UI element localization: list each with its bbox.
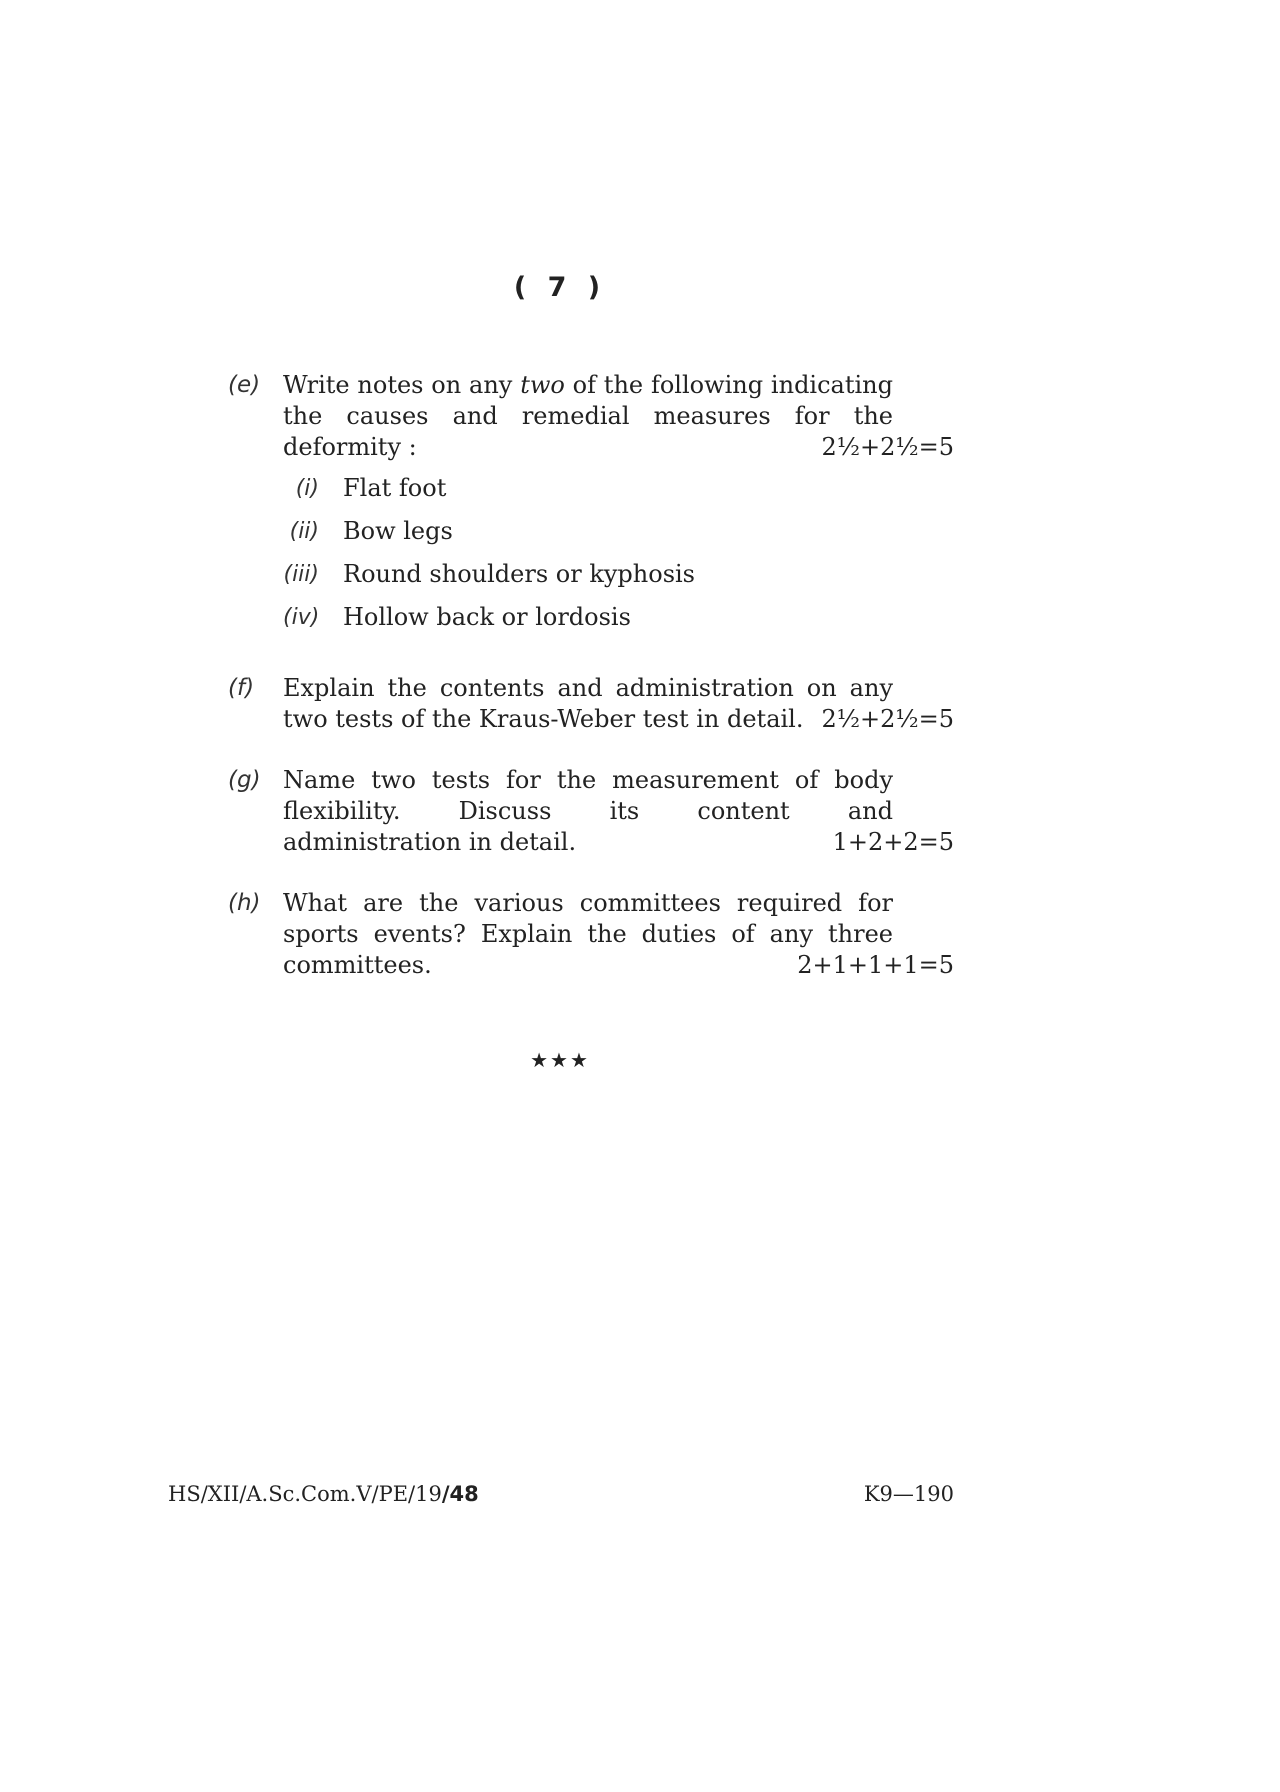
question-label: (h) xyxy=(228,890,261,916)
footer-code-prefix: HS/XII/A.Sc.Com.V/PE/19 xyxy=(168,1482,442,1506)
subitem-text: Bow legs xyxy=(343,517,453,545)
footer-code-suffix: /48 xyxy=(441,1482,479,1506)
subitem-text: Hollow back or lordosis xyxy=(343,603,631,631)
subitem-text: Round shoulders or kyphosis xyxy=(343,560,695,588)
question-list xyxy=(228,370,954,1009)
question-text-end: two tests of the Kraus-Weber test in detail. xyxy=(283,705,804,733)
question-label: (e) xyxy=(228,372,261,398)
question-e xyxy=(228,370,954,633)
footer-print-code: K9—190 xyxy=(863,1482,954,1506)
end-marker: ★★★ xyxy=(530,1048,590,1072)
question-last-line xyxy=(283,950,954,981)
footer-paper-code xyxy=(168,1482,479,1506)
question-text-end: administration in detail. xyxy=(283,828,577,856)
question-label: (f) xyxy=(228,675,255,701)
subitem-label: (ii) xyxy=(289,519,319,544)
marks: 2½+2½=5 xyxy=(821,433,954,461)
subitem-label: (iii) xyxy=(283,562,319,587)
question-f xyxy=(228,673,954,735)
question-text xyxy=(283,370,893,432)
emphasis-word: two xyxy=(520,371,565,399)
question-h xyxy=(228,888,954,981)
question-text-end: deformity : xyxy=(283,433,417,461)
question-last-line xyxy=(283,827,954,858)
question-g xyxy=(228,765,954,858)
subitem-list xyxy=(283,473,954,633)
subitem-text: Flat foot xyxy=(343,474,447,502)
marks: 2½+2½=5 xyxy=(821,705,954,733)
question-text: Name two tests for the measurement of body flexibility. Discuss its content and xyxy=(283,766,893,825)
marks: 2+1+1+1=5 xyxy=(797,951,954,979)
question-last-line xyxy=(283,704,954,735)
subitem-label: (iv) xyxy=(283,605,320,630)
subitem xyxy=(283,602,954,633)
subitem-label: (i) xyxy=(295,476,319,501)
question-text-end: committees. xyxy=(283,951,432,979)
marks: 1+2+2=5 xyxy=(832,828,954,856)
question-text-part: of the following indicating the causes and remedial measures for the xyxy=(283,371,893,430)
subitem xyxy=(283,559,954,590)
question-last-line xyxy=(283,432,954,463)
question-label: (g) xyxy=(228,767,261,793)
question-text-part: Write notes on any xyxy=(283,371,521,399)
subitem xyxy=(283,473,954,504)
subitem xyxy=(283,516,954,547)
question-text: Explain the contents and administration on any xyxy=(283,674,893,702)
question-text: What are the various committees required for sports events? Explain the duties of any three xyxy=(283,889,893,948)
page-number: ( 7 ) xyxy=(513,272,607,303)
